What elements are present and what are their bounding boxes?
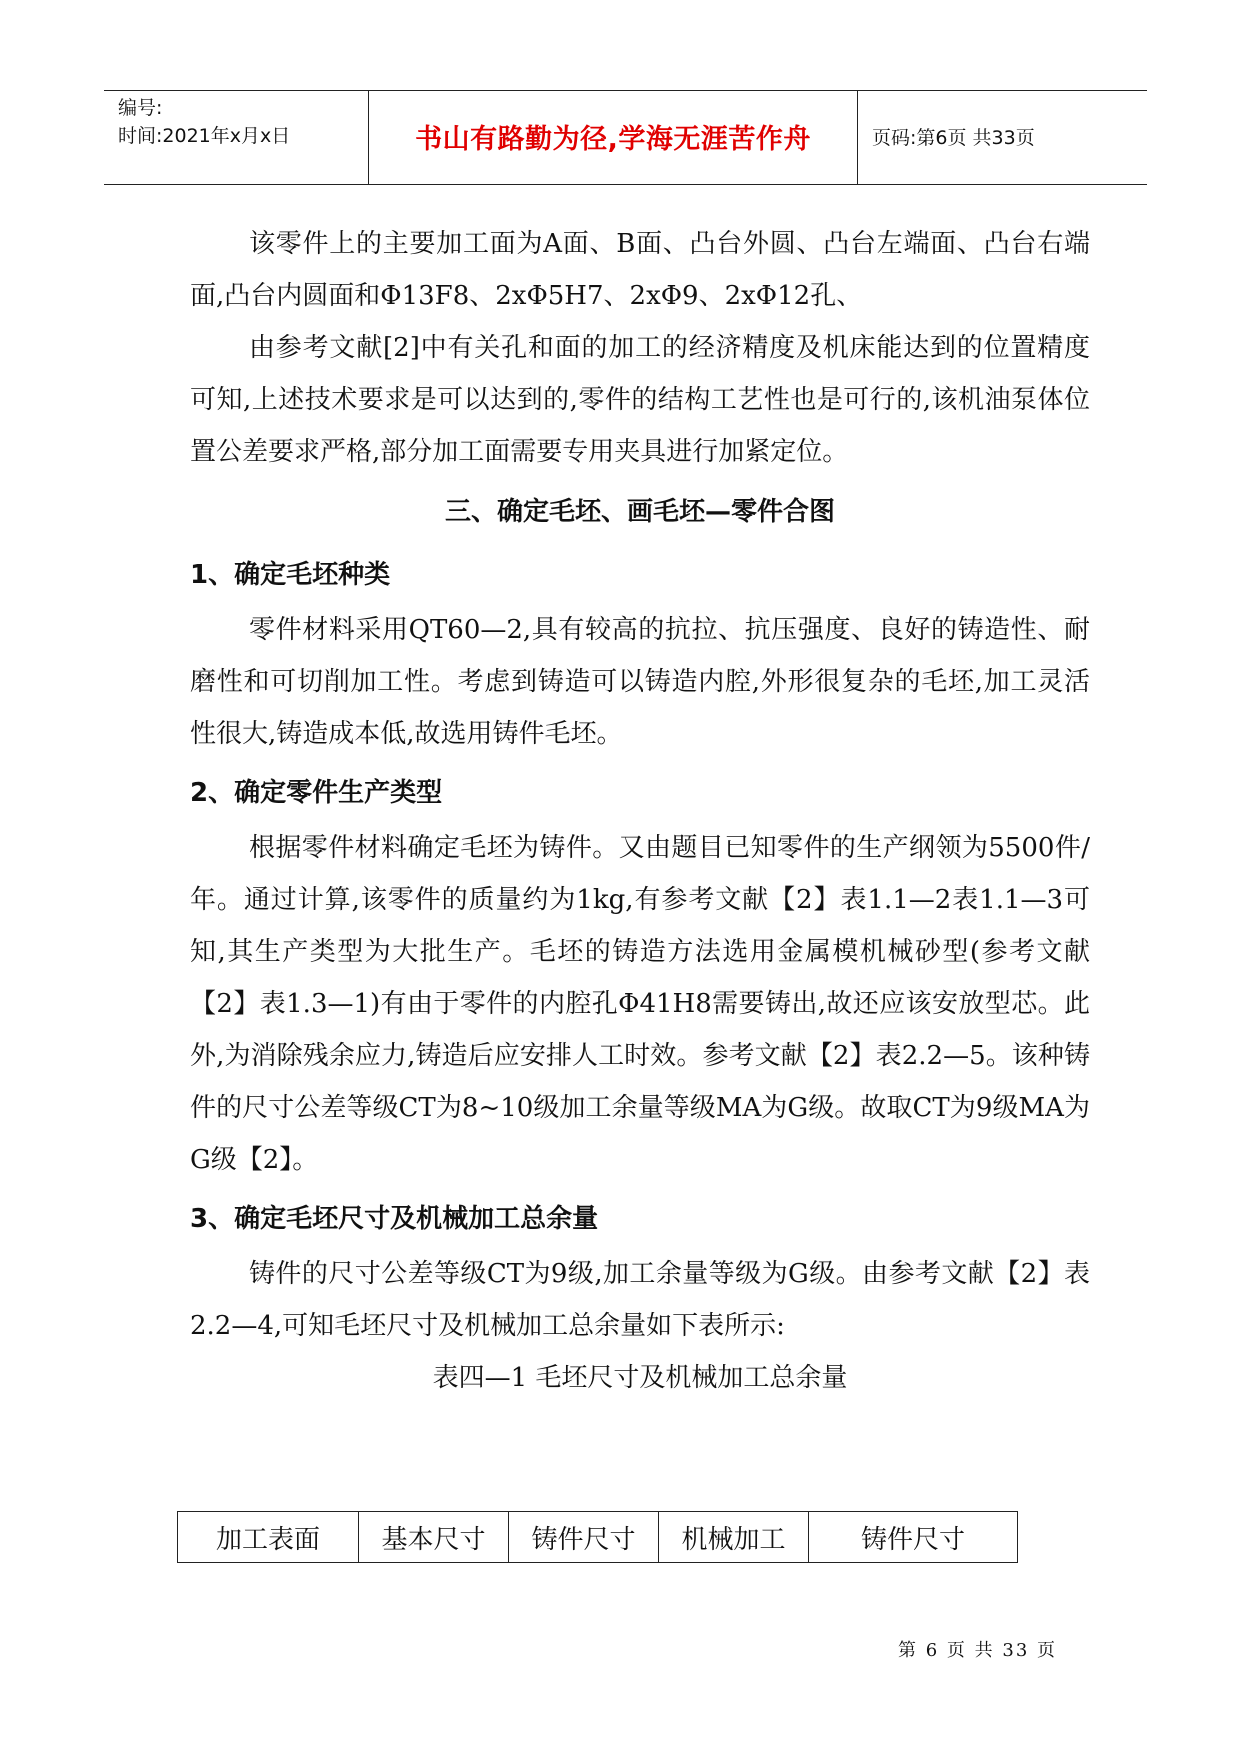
paragraph-precision: 由参考文献[2]中有关孔和面的加工的经济精度及机床能达到的位置精度可知,上述技术要求是可以达到的,零件的结构工艺性也是可行的,该机油泵体位置公差要求严格,部分加工面需要专用夹具进行加紧定位。	[190, 333, 1090, 467]
table-header-cell: 基本尺寸	[359, 1512, 509, 1563]
subsection-title-blank-size: 3、确定毛坯尺寸及机械加工总余量	[190, 1204, 599, 1234]
time-label: 时间:2021年x月x日	[118, 125, 291, 147]
page-footer: 第 6 页 共 33 页	[898, 1640, 1057, 1661]
paragraph-blank-size: 铸件的尺寸公差等级CT为9级,加工余量等级为G级。由参考文献【2】表2.2—4,可知毛坯尺寸及机械加工总余量如下表所示:	[190, 1259, 1090, 1341]
table-header-cell: 铸件尺寸	[809, 1512, 1018, 1563]
page-header	[104, 90, 1147, 185]
header-page-cell	[858, 91, 1147, 184]
table-header-row	[178, 1512, 1018, 1563]
allowance-table	[177, 1511, 1018, 1563]
document-body	[190, 218, 1090, 1402]
subsection-title-production-type: 2、确定零件生产类型	[190, 778, 443, 808]
number-label: 编号:	[118, 97, 163, 119]
paragraph-production-type: 根据零件材料确定毛坯为铸件。又由题目已知零件的生产纲领为5500件/年。通过计算,该零件的质量约为1kg,有参考文献【2】表1.1—2表1.1—3可知,其生产类型为大批生产。毛坯的铸造方法选用金属模机械砂型(参考文献【2】表1.3—1)有由于零件的内腔孔Φ41H8需要铸出,故还应该安放型芯。此外,为消除残余应力,铸造后应安排人工时效。参考文献【2】表2.2—5。该种铸件的尺寸公差等级CT为8~10级加工余量等级MA为G级。故取CT为9级MA为G级【2】。	[190, 833, 1090, 1175]
table-header-cell: 铸件尺寸	[509, 1512, 659, 1563]
table-header-cell: 机械加工	[659, 1512, 809, 1563]
table-header-cell: 加工表面	[178, 1512, 359, 1563]
paragraph-blank-type: 零件材料采用QT60—2,具有较高的抗拉、抗压强度、良好的铸造性、耐磨性和可切削加工性。考虑到铸造可以铸造内腔,外形很复杂的毛坯,加工灵活性很大,铸造成本低,故选用铸件毛坯。	[190, 615, 1090, 749]
subsection-title-blank-type: 1、确定毛坯种类	[190, 560, 391, 590]
paragraph-machining-surfaces: 该零件上的主要加工面为A面、B面、凸台外圆、凸台左端面、凸台右端面,凸台内圆面和Φ13F8、2xΦ5H7、2xΦ9、2xΦ12孔、	[190, 229, 1090, 311]
section-title: 三、确定毛坯、画毛坯—零件合图	[444, 497, 835, 527]
table-caption: 表四—1 毛坯尺寸及机械加工总余量	[432, 1363, 848, 1393]
header-info-cell	[104, 91, 369, 184]
header-page-label: 页码:第6页 共33页	[872, 127, 1035, 149]
header-motto-cell	[369, 91, 858, 184]
header-motto: 书山有路勤为径,学海无涯苦作舟	[415, 124, 811, 155]
